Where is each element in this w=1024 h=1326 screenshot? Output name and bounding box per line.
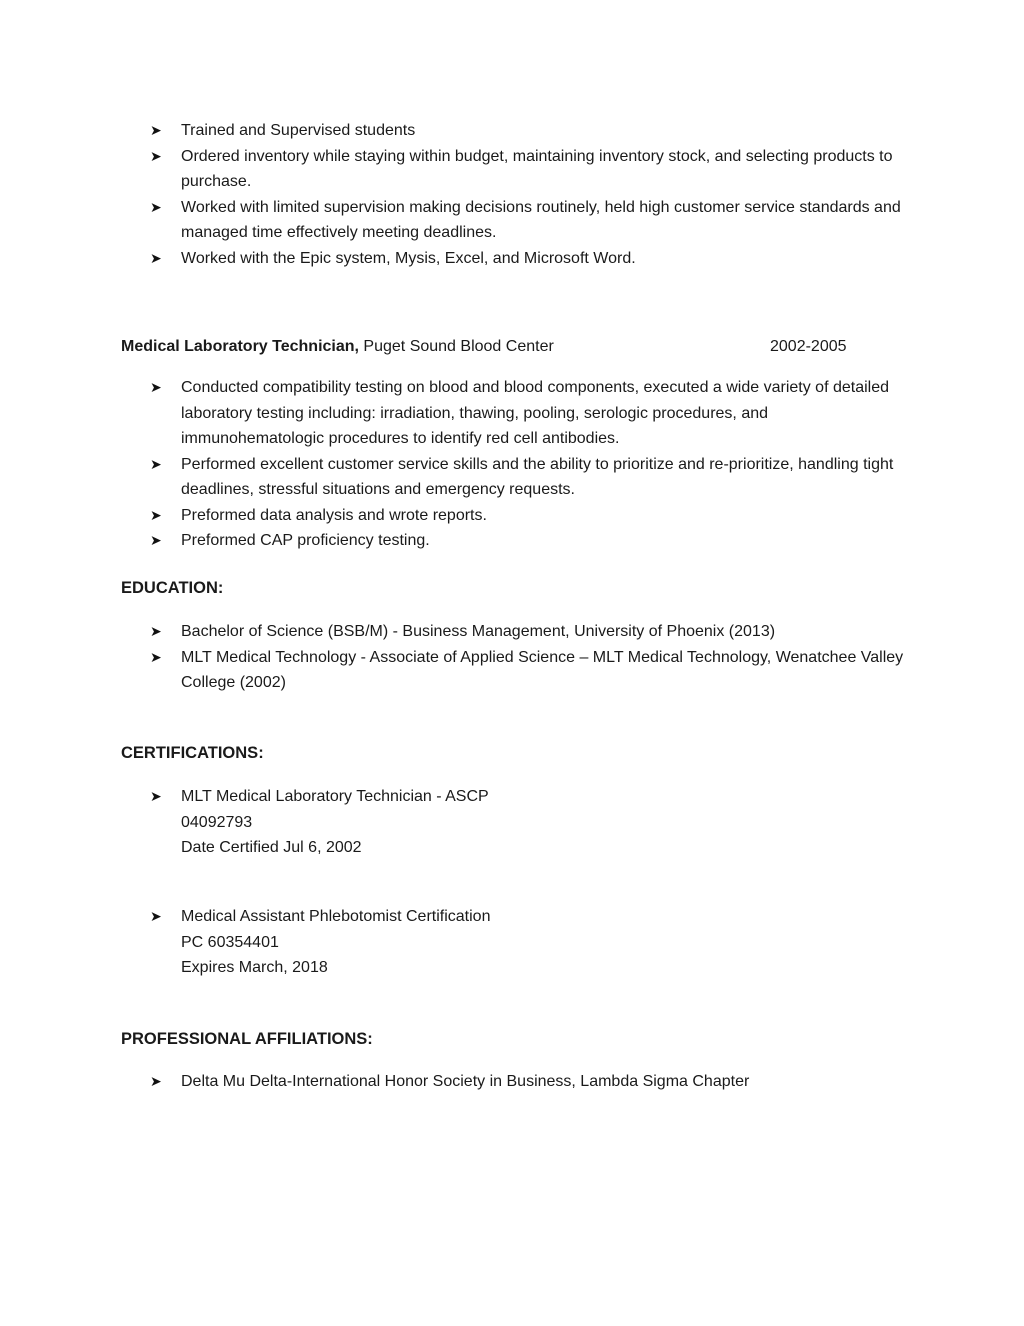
bullet-text: Preformed data analysis and wrote reports. [181, 506, 487, 524]
list-item [150, 452, 910, 503]
affiliations-list [150, 1069, 910, 1095]
list-item [150, 195, 910, 246]
list-item [150, 645, 910, 696]
certification-1 [150, 784, 910, 861]
arrowhead-bullet-icon: ➤ [150, 455, 162, 472]
list-item [150, 528, 910, 554]
job-title: Medical Laboratory Technician, [121, 338, 359, 355]
list-item [150, 1069, 910, 1095]
certification-detail: Expires March, 2018 [181, 959, 328, 976]
bullet-text: Trained and Supervised students [181, 122, 416, 139]
bullet-text: Delta Mu Delta-International Honor Society in Business, Lambda Sigma Chapter [181, 1073, 750, 1090]
certification-detail: Date Certified Jul 6, 2002 [181, 839, 362, 856]
job-employer: Puget Sound Blood Center [358, 338, 554, 355]
certification-name: MLT Medical Laboratory Technician - ASCP [181, 788, 489, 805]
certification-number: 04092793 [181, 813, 253, 831]
list-item [150, 503, 910, 529]
previous-job-bullets [150, 118, 910, 271]
certifications-heading: CERTIFICATIONS: [121, 744, 264, 762]
arrowhead-bullet-icon: ➤ [150, 147, 162, 164]
list-item [150, 619, 910, 645]
arrowhead-bullet-icon: ➤ [150, 648, 162, 665]
bullet-text: Worked with the Epic system, Mysis, Excel, and Microsoft Word. [181, 249, 636, 267]
list-item [150, 118, 910, 144]
certification-2 [150, 904, 910, 981]
job-dates: 2002-2005 [770, 338, 847, 355]
arrowhead-bullet-icon: ➤ [150, 198, 162, 215]
arrowhead-bullet-icon: ➤ [150, 908, 162, 924]
arrowhead-bullet-icon: ➤ [150, 379, 162, 395]
bullet-text: Bachelor of Science (BSB/M) - Business Management, University of Phoenix (2013) [181, 623, 776, 640]
affiliations-heading: PROFESSIONAL AFFILIATIONS: [121, 1030, 373, 1048]
bullet-text: Ordered inventory while staying within budget, maintaining inventory stock, and selecting products to purchase. [181, 147, 893, 190]
bullet-text: Preformed CAP proficiency testing. [181, 532, 430, 549]
arrowhead-bullet-icon: ➤ [150, 249, 162, 266]
bullet-text: Worked with limited supervision making decisions routinely, held high customer service standards and managed time effectively meeting deadlines. [181, 198, 901, 241]
arrowhead-bullet-icon: ➤ [150, 1073, 162, 1089]
arrowhead-bullet-icon: ➤ [150, 122, 162, 138]
job-header [121, 334, 861, 360]
job-bullets [150, 375, 910, 554]
list-item [150, 375, 910, 452]
certification-number: PC 60354401 [181, 933, 279, 951]
arrowhead-bullet-icon: ➤ [150, 623, 162, 639]
list-item [150, 246, 910, 272]
bullet-text: Performed excellent customer service skills and the ability to prioritize and re-prioritize, handling tight deadlines, stressful situations and emergency requests. [181, 455, 894, 498]
arrowhead-bullet-icon: ➤ [150, 506, 162, 523]
bullet-text: Conducted compatibility testing on blood and blood components, executed a wide variety of detailed laboratory testing including: irradiation, thawing, pooling, serologic procedures, and immunohematologic procedures to identify red cell antibodies. [181, 379, 890, 447]
list-item [150, 784, 910, 861]
education-list [150, 619, 910, 696]
education-heading: EDUCATION: [121, 579, 224, 597]
bullet-text: MLT Medical Technology - Associate of Applied Science – MLT Medical Technology, Wenatchee Valley College (2002) [181, 648, 904, 691]
arrowhead-bullet-icon: ➤ [150, 532, 162, 548]
arrowhead-bullet-icon: ➤ [150, 788, 162, 804]
list-item [150, 904, 910, 981]
certification-name: Medical Assistant Phlebotomist Certification [181, 908, 491, 925]
list-item [150, 144, 910, 195]
